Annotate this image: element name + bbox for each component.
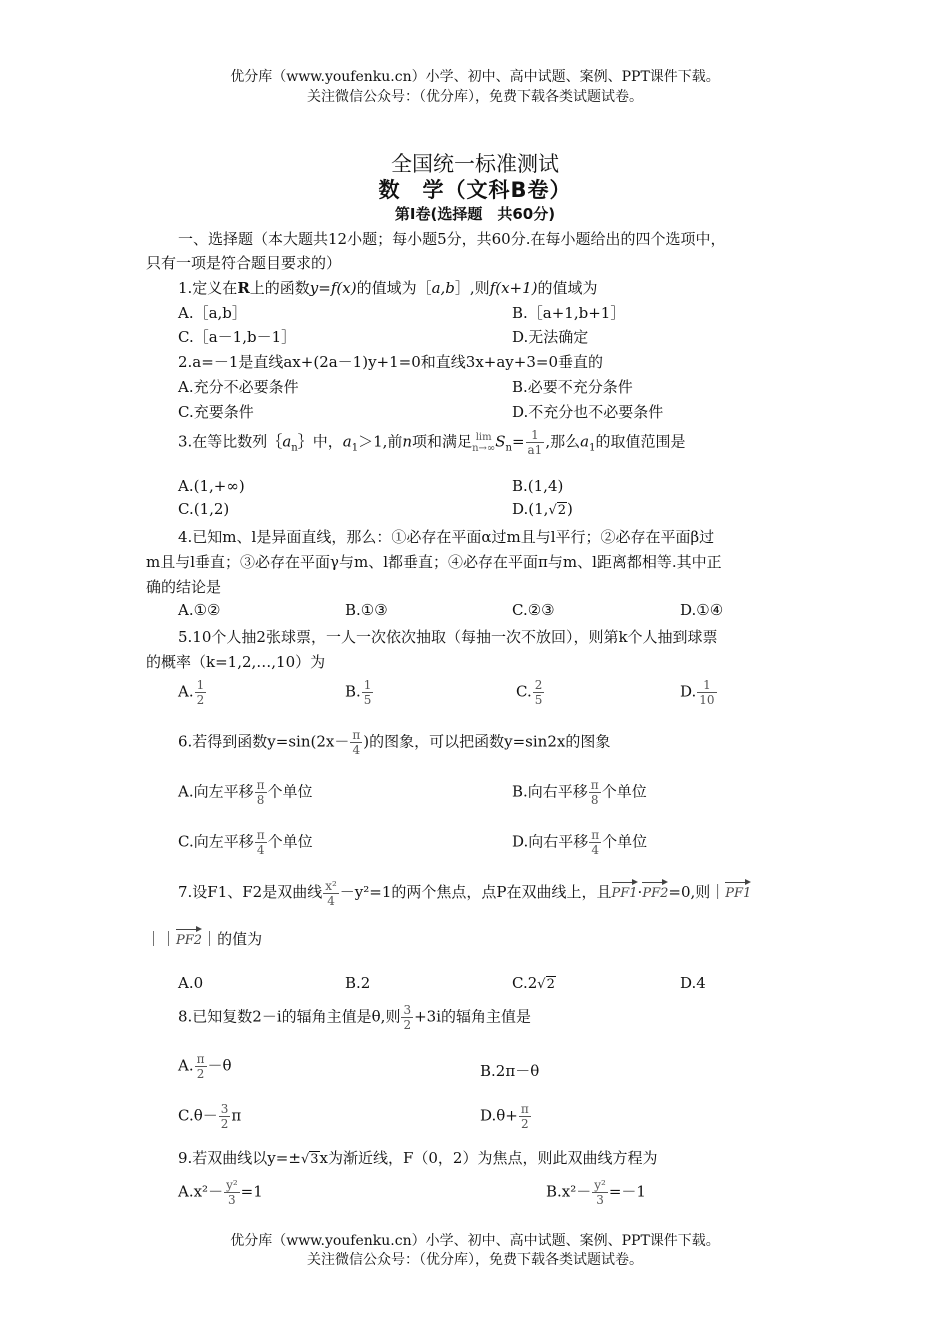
q8-option-d: D.θ+ $\frac{\pi}{2}$ bbox=[480, 1102, 529, 1131]
q8-stem: 8.已知复数2－i的辐角主值是θ,则 $\frac{3}{2}$ +3i的辐角主值是 bbox=[178, 1003, 532, 1032]
q2-option-b: B.必要不充分条件 bbox=[512, 378, 633, 396]
q3-stem: 3.在等比数列$\{a_n\}$中，$a_1>1$,前n项和满足 lim n→∞ $S_n=$ $\frac{1}{a1}$ ,那么$a_1$的取值范围是 bbox=[178, 428, 686, 457]
q5-line-2: 的概率（k=1,2,…,10）为 bbox=[146, 653, 326, 671]
q3-option-c: C.(1,2) bbox=[178, 500, 230, 518]
q4-option-d: D.①④ bbox=[680, 601, 724, 619]
header-line-1: 优分库（www.youfenku.cn）小学、初中、高中试题、案例、PPT课件下载。 bbox=[230, 69, 720, 85]
q2-option-c: C.充要条件 bbox=[178, 403, 254, 421]
vector-pf2: PF2 bbox=[642, 878, 668, 901]
footer-line-2: 关注微信公众号：（优分库），免费下载各类试题试卷。 bbox=[307, 1252, 643, 1268]
q7-stem-line-1: 7.设F1、F2是双曲线 $\frac{\text{x²}}{4}$ －y²=1的两个焦点，点P在双曲线上，且PF1·PF2=0,则｜PF1 bbox=[178, 878, 752, 908]
vector-pf2-b: PF2 bbox=[176, 925, 202, 948]
vector-pf1: PF1 bbox=[612, 878, 638, 901]
section-intro-line-2: 只有一项是符合题目要求的） bbox=[146, 254, 342, 272]
q3-lim: lim n→∞ bbox=[472, 431, 496, 454]
exam-subject: 数 学（文科B卷） bbox=[378, 178, 572, 202]
header-line-2: 关注微信公众号：（优分库），免费下载各类试题试卷。 bbox=[307, 89, 643, 105]
q2-stem: 2.a=－1是直线ax+(2a－1)y+1=0和直线3x+ay+3=0垂直的 bbox=[178, 353, 603, 371]
footer-line-1: 优分库（www.youfenku.cn）小学、初中、高中试题、案例、PPT课件下载。 bbox=[230, 1233, 720, 1249]
q5-option-d: D. $\frac{1}{10}$ bbox=[680, 678, 715, 707]
exam-part: 第Ⅰ卷(选择题 共60分) bbox=[394, 205, 556, 223]
sqrt-symbol: √3 bbox=[300, 1152, 319, 1167]
q7-option-b: B.2 bbox=[345, 974, 371, 992]
q2-option-a: A.充分不必要条件 bbox=[178, 378, 299, 396]
q5-line-1: 5.10个人抽2张球票，一人一次依次抽取（每抽一次不放回），则第k个人抽到球票 bbox=[178, 628, 718, 646]
q3-option-a: A.(1,+∞) bbox=[178, 477, 245, 495]
q6-option-c: C.向左平移 $\frac{\pi}{4}$ 个单位 bbox=[178, 828, 313, 857]
q7-option-d: D.4 bbox=[680, 974, 706, 992]
q5-option-a: A. $\frac{1}{2}$ bbox=[178, 678, 205, 707]
q8-option-c: C.θ－ $\frac{3}{2}$ π bbox=[178, 1102, 242, 1131]
q3-option-d: D.(1,√2) bbox=[512, 500, 573, 518]
q7-stem-line-2: ｜｜PF2｜的值为 bbox=[146, 925, 262, 949]
q1-stem: 1.定义在R上的函数y=f(x)的值域为［a,b］,则f(x+1)的值域为 bbox=[178, 279, 598, 297]
q8-option-b: B.2π－θ bbox=[480, 1062, 540, 1080]
q6-option-d: D.向右平移 $\frac{\pi}{4}$ 个单位 bbox=[512, 828, 648, 857]
q5-option-c: C. $\frac{2}{5}$ bbox=[516, 678, 543, 707]
q6-option-a: A.向左平移 $\frac{\pi}{8}$ 个单位 bbox=[178, 778, 313, 807]
q1-option-b: B.［a+1,b+1］ bbox=[512, 304, 626, 322]
sqrt-symbol: √2 bbox=[548, 503, 567, 518]
q9-option-a: A.x²－ $\frac{\text{y²}}{3}$ =1 bbox=[178, 1178, 263, 1207]
q1-option-c: C.［a－1,b－1］ bbox=[178, 328, 297, 346]
q4-line-3: 确的结论是 bbox=[146, 578, 222, 596]
q2-option-d: D.不充分也不必要条件 bbox=[512, 403, 664, 421]
q4-option-c: C.②③ bbox=[512, 601, 555, 619]
q7-option-c: C.2√2 bbox=[512, 974, 555, 992]
q9-option-b: B.x²－ $\frac{\text{y²}}{3}$ =－1 bbox=[546, 1178, 646, 1207]
q4-line-2: m且与l垂直；③必存在平面γ与m、l都垂直；④必存在平面π与m、l距离都相等.其中正 bbox=[146, 553, 722, 571]
q9-stem: 9.若双曲线以y=±√3x为渐近线，F（0，2）为焦点，则此双曲线方程为 bbox=[178, 1149, 658, 1167]
q4-option-b: B.①③ bbox=[345, 601, 388, 619]
q3-option-b: B.(1,4) bbox=[512, 477, 564, 495]
sqrt-symbol: √2 bbox=[537, 977, 555, 992]
q8-option-a: A. $\frac{\pi}{2}$ －θ bbox=[178, 1052, 232, 1081]
q6-stem: 6.若得到函数y=sin(2x－ $\frac{\pi}{4}$ )的图象，可以把函数y=sin2x的图象 bbox=[178, 728, 611, 757]
q6-option-b: B.向右平移 $\frac{\pi}{8}$ 个单位 bbox=[512, 778, 647, 807]
q1-option-a: A.［a,b］ bbox=[178, 304, 247, 322]
q4-line-1: 4.已知m、l是异面直线，那么：①必存在平面α过m且与l平行；②必存在平面β过 bbox=[178, 528, 715, 546]
exam-title: 全国统一标准测试 bbox=[391, 152, 559, 176]
vector-pf1-b: PF1 bbox=[725, 878, 751, 901]
q4-option-a: A.①② bbox=[178, 601, 221, 619]
q3-fraction: $\frac{1}{a1}$ bbox=[527, 428, 543, 457]
section-intro-line-1: 一、选择题（本大题共12小题；每小题5分，共60分.在每小题给出的四个选项中， bbox=[178, 230, 726, 248]
q7-option-a: A.0 bbox=[178, 974, 204, 992]
q5-option-b: B. $\frac{1}{5}$ bbox=[345, 678, 372, 707]
q1-option-d: D.无法确定 bbox=[512, 328, 589, 346]
